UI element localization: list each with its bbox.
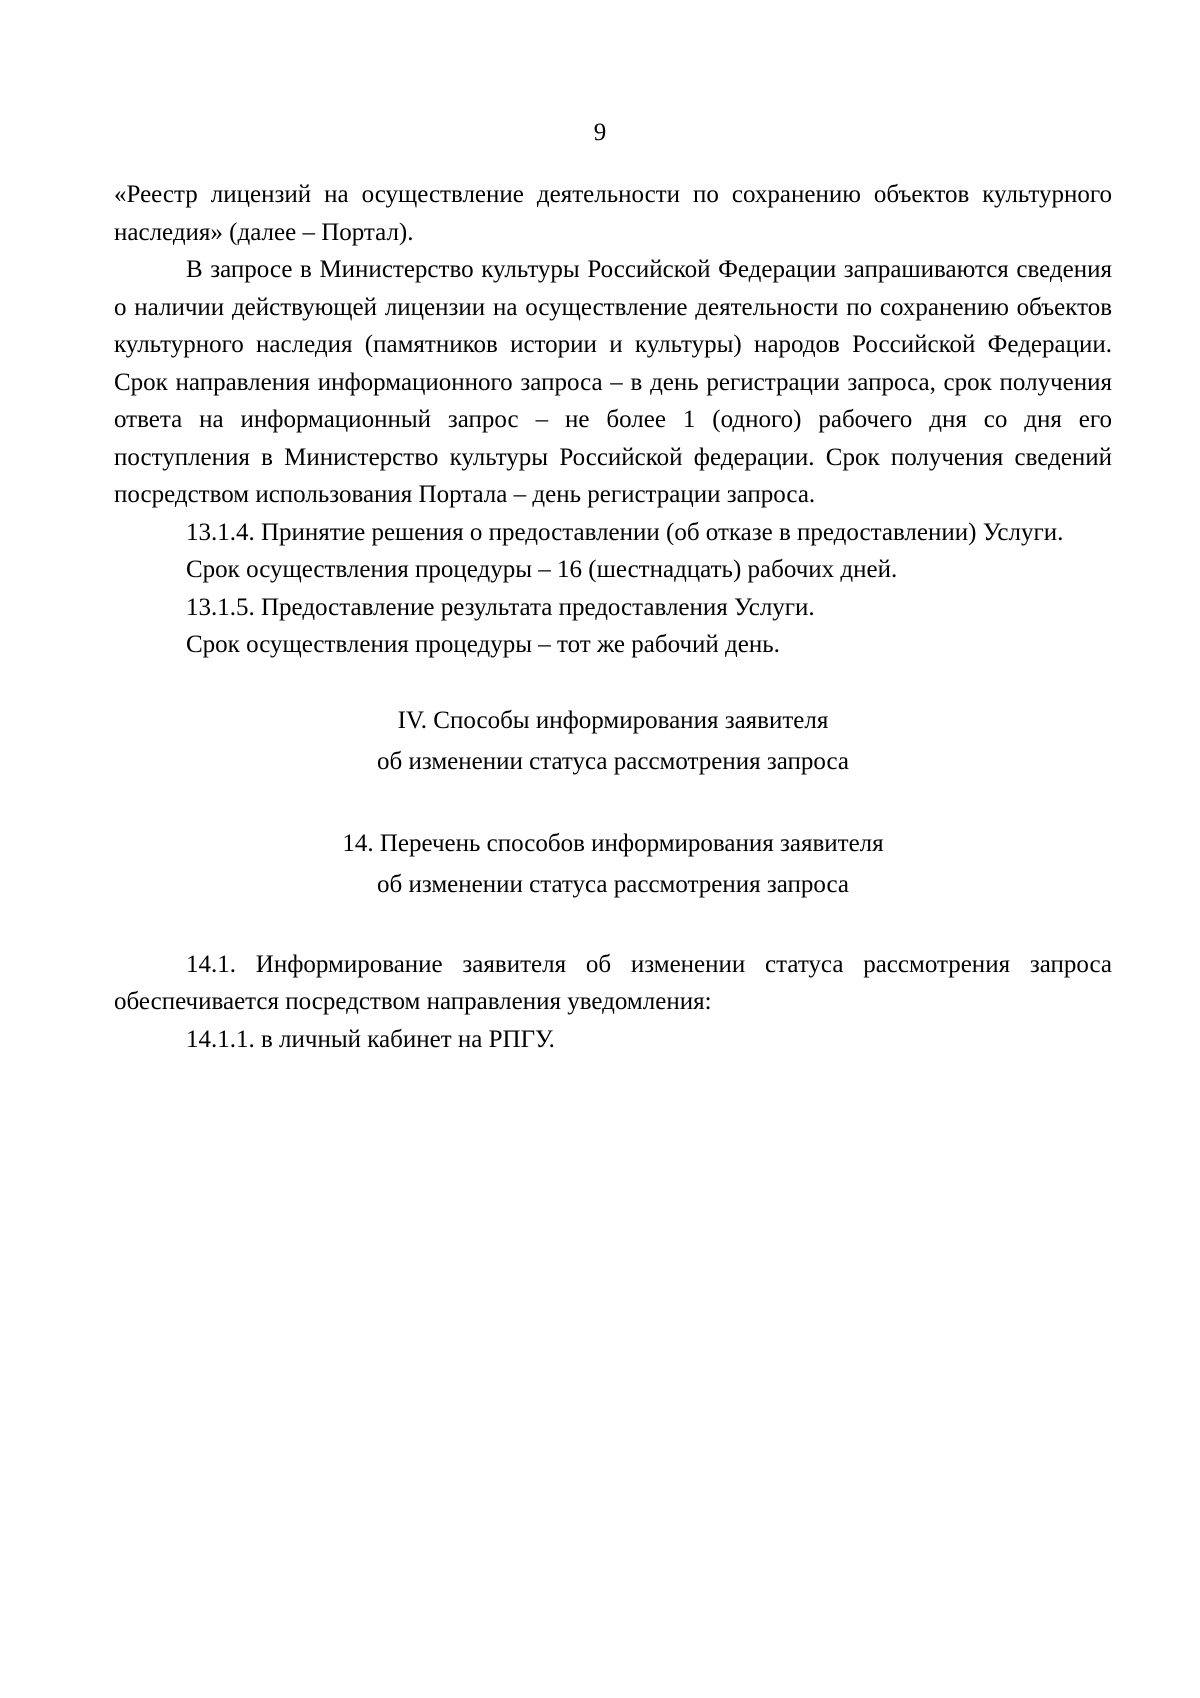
paragraph-ministry-request: В запросе в Министерство культуры Российской Федерации запрашиваются сведения о наличии действующей лицензии на осуществление деятельности по сохранению объектов культурного наследия (памятников истории и культуры) народов Российской Федерации. Срок направления информационного запроса – в день регистрации запроса, срок получения ответа на информационный запрос – не более 1 (одного) рабочего дня со дня его поступления в Министерство культуры Российской федерации. Срок получения сведений посредством использования Портала – день регистрации запроса.: [114, 256, 1112, 508]
section-heading-line-2: об изменении статуса рассмотрения запроса: [376, 747, 850, 775]
paragraph-14-1: 14.1. Информирование заявителя об изменении статуса рассмотрения запроса обеспечивается посредством направления уведомления:: [114, 950, 1112, 1015]
page-number: 9: [593, 119, 607, 146]
subsection-heading: [114, 823, 1112, 905]
paragraph-14-1-1: 14.1.1. в личный кабинет на РПГУ.: [186, 1025, 555, 1053]
document-body: [114, 176, 1112, 1058]
subsection-heading-line-1: 14. Перечень способов информирования заявителя: [342, 829, 884, 857]
paragraph-13-1-5: 13.1.5. Предоставление результата предоставления Услуги.: [186, 593, 815, 621]
paragraph-portal-continuation: «Реестр лицензий на осуществление деятельности по сохранению объектов культурного наследия» (далее – Портал).: [114, 181, 1112, 246]
paragraph-13-1-4: 13.1.4. Принятие решения о предоставлении (об отказе в предоставлении) Услуги.: [186, 518, 1064, 546]
subsection-heading-line-2: об изменении статуса рассмотрения запроса: [376, 870, 850, 898]
section-heading: [114, 700, 1112, 782]
section-heading-line-1: IV. Способы информирования заявителя: [397, 706, 829, 734]
paragraph-13-1-4-term: Срок осуществления процедуры – 16 (шестнадцать) рабочих дней.: [186, 556, 898, 583]
paragraph-13-1-5-term: Срок осуществления процедуры – тот же рабочий день.: [186, 631, 780, 658]
